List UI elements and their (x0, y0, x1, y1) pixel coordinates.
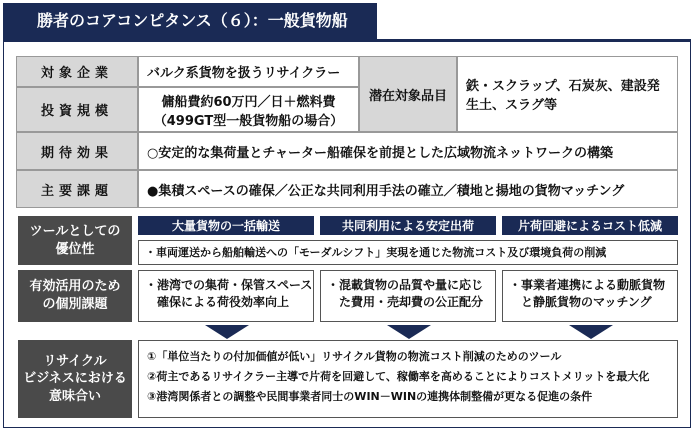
down-arrow-icon (205, 325, 249, 339)
individual-issues-label-line2: の個別課題 (42, 297, 108, 312)
individual-issues-label-line1: 有効活用のため (29, 279, 121, 295)
recycling-meaning-label-line2: ビジネスにおける (23, 371, 127, 387)
advantage-head-shared: 共同利用による安定出荷 (320, 216, 496, 235)
meaning-point-1: ①「単位当たりの付加価値が低い」リサイクル貨物の物流コスト削減のためのツール (147, 350, 562, 363)
page-title: 勝者のコアコンピタンス（６）：一般貨物船 (3, 3, 377, 39)
issue-1-line1: ・港湾での集荷・保管スペース (145, 278, 313, 292)
tool-advantage-desc: ・車両運送から船舶輸送への「モーダルシフト」実現を通じた物流コスト及び環境負荷の削減 (138, 240, 678, 265)
potential-items-value (457, 56, 678, 132)
recycling-meaning-points (138, 340, 678, 418)
main-issues-value: ●集積スペースの確保／公正な共同利用手法の確立／積地と揚地の貨物マッチング (138, 170, 678, 208)
meaning-point-3: ③港湾関係者との調整や民間事業者同士のWIN－WINの連携体制整備が更なる促進の条件 (147, 390, 593, 403)
recycling-meaning-label (18, 340, 132, 418)
target-company-value: バルク系貨物を扱うリサイクラー (138, 56, 359, 87)
issue-box-3 (502, 270, 678, 322)
issue-3-line1: ・事業者連携による動脈貨物 (509, 278, 666, 292)
advantage-head-bulk: 大量貨物の一括輸送 (138, 216, 314, 235)
issue-2-line1: ・混載貨物の品質や量に応じ (327, 278, 484, 292)
issue-box-2 (320, 270, 496, 322)
individual-issues-label (18, 270, 132, 322)
investment-value (138, 87, 359, 132)
potential-items-line2: 生土、スラグ等 (466, 98, 558, 113)
issue-box-1 (138, 270, 314, 322)
expected-effect-label: 期待効果 (16, 132, 138, 170)
advantage-head-cost: 片荷回避によるコスト低減 (502, 216, 678, 235)
down-arrow-icon (387, 325, 431, 339)
potential-items-line1: 鉄・スクラップ、石炭灰、建設発 (466, 79, 660, 94)
tool-advantage-label-line1: ツールとしての (29, 223, 121, 239)
issue-1-line2: 確保による荷役効率向上 (157, 295, 290, 310)
investment-value-line1: 傭船費約60万円／日＋燃料費 (161, 94, 336, 110)
recycling-meaning-label-line3: 意味合い (48, 388, 101, 404)
issue-2-line2: た費用・売却費の公正配分 (339, 295, 484, 310)
issue-3-line2: と静脈貨物のマッチング (521, 295, 652, 310)
meaning-point-2: ②荷主であるリサイクラー主導で片荷を回避して、稼働率を高めることによりコストメリットを最大化 (147, 370, 650, 383)
recycling-meaning-label-line1: リサイクル (43, 353, 107, 369)
tool-advantage-label (18, 216, 132, 265)
main-issues-label: 主要課題 (16, 170, 138, 208)
expected-effect-value: ○安定的な集荷量とチャーター船確保を前提とした広域物流ネットワークの構築 (138, 132, 678, 170)
down-arrow-icon (569, 325, 613, 339)
potential-items-label: 潜在対象品目 (359, 56, 457, 132)
investment-value-line2: （499GT型一般貨物船の場合） (153, 113, 344, 129)
investment-label: 投資規模 (16, 87, 138, 132)
tool-advantage-label-line2: 優位性 (55, 241, 95, 257)
target-company-label: 対象企業 (16, 56, 138, 87)
